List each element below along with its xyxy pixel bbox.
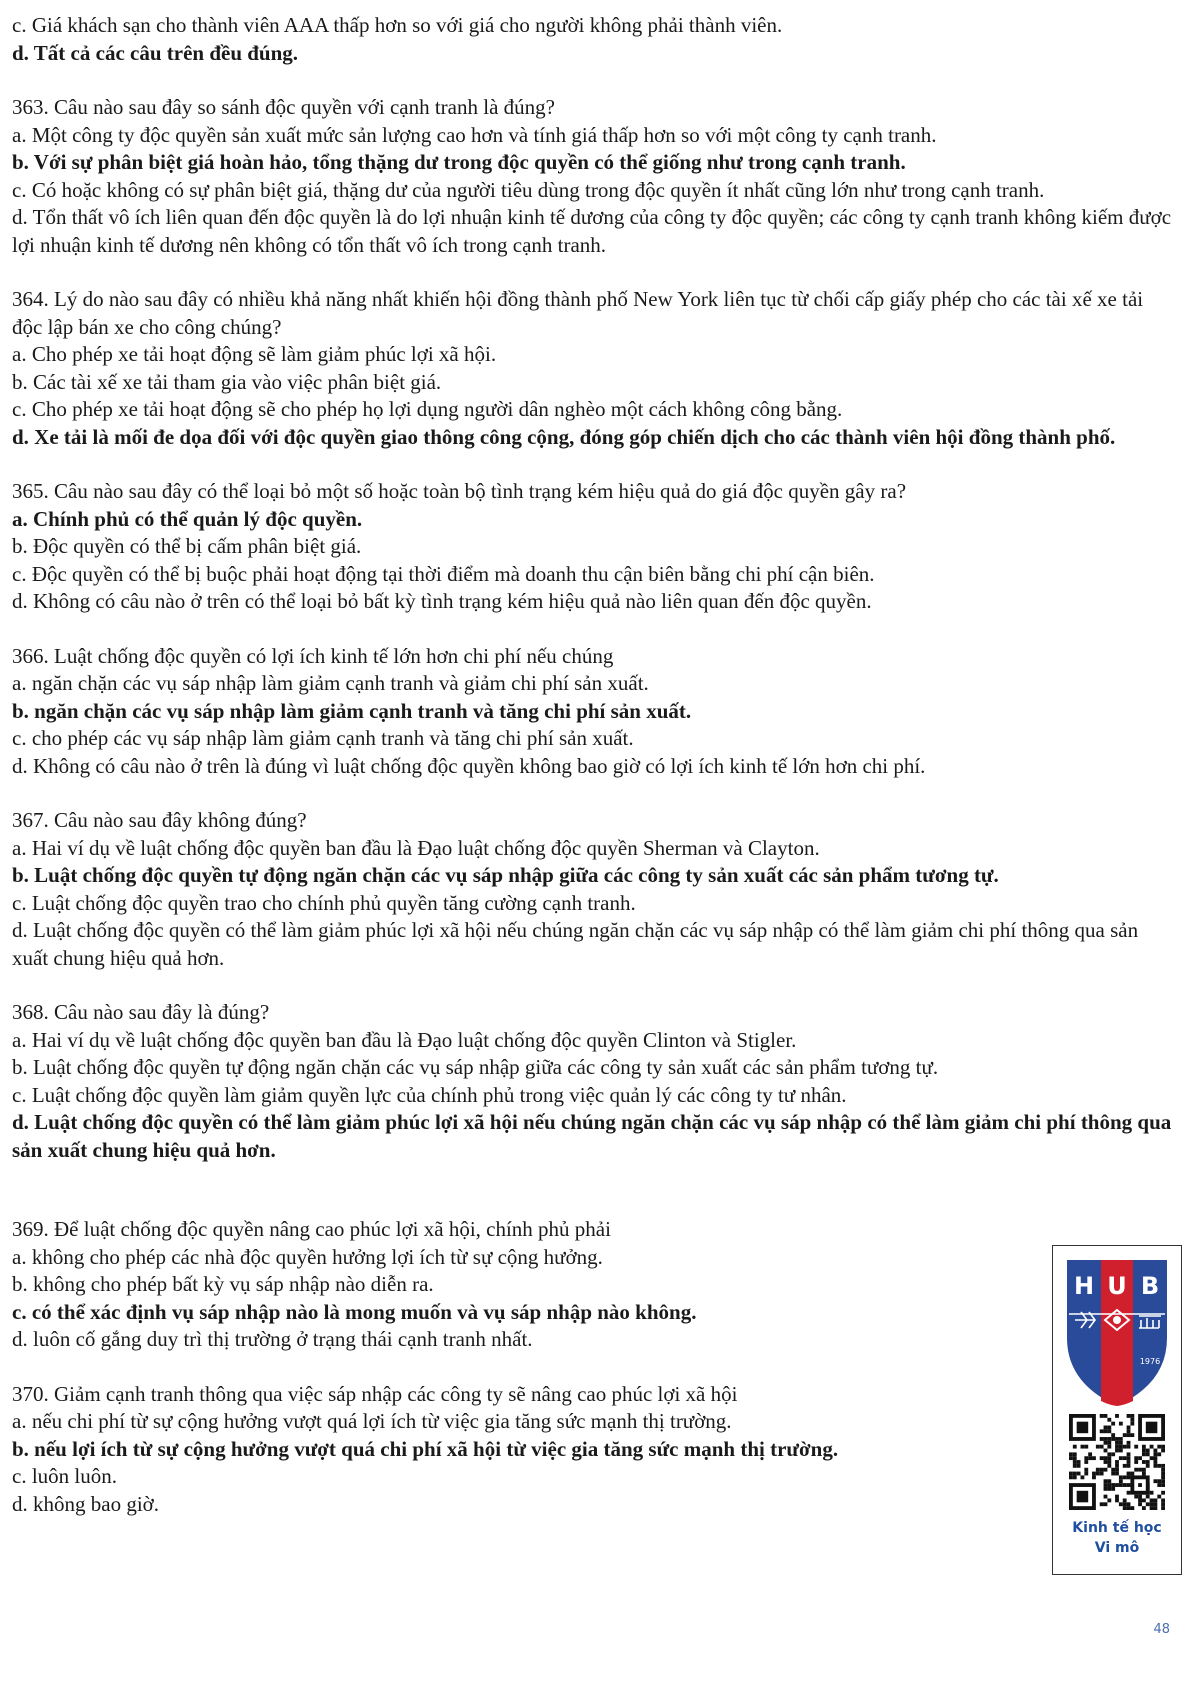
hub-logo-panel: [1052, 1245, 1182, 1575]
option-c: c. Giá khách sạn cho thành viên AAA thấp hơn so với giá cho người không phải thành viên.: [12, 13, 783, 37]
option-a: a. ngăn chặn các vụ sáp nhập làm giảm cạnh tranh và giảm chi phí sản xuất.: [12, 671, 649, 695]
option-d: d. Luật chống độc quyền có thể làm giảm phúc lợi xã hội nếu chúng ngăn chặn các vụ sáp nhập có thể làm giảm chi phí thông qua sản xuất chung hiệu quả hơn.: [12, 918, 1139, 970]
question-text: 365. Câu nào sau đây có thể loại bỏ một số hoặc toàn bộ tình trạng kém hiệu quả do giá độc quyền gây ra?: [12, 479, 907, 503]
option-c: c. Cho phép xe tải hoạt động sẽ cho phép họ lợi dụng người dân nghèo một cách không công bằng.: [12, 397, 843, 421]
question-text: 368. Câu nào sau đây là đúng?: [12, 1000, 270, 1024]
option-c: c. Độc quyền có thể bị buộc phải hoạt động tại thời điểm mà doanh thu cận biên bằng chi phí cận biên.: [12, 561, 875, 586]
option-a: a. không cho phép các nhà độc quyền hưởng lợi ích từ sự cộng hưởng.: [12, 1244, 603, 1269]
option-c: c. Có hoặc không có sự phân biệt giá, thặng dư của người tiêu dùng trong độc quyền ít nhất cũng lớn như trong cạnh tranh.: [12, 177, 1045, 202]
question-366: [12, 643, 1172, 781]
option-b-answer: b. ngăn chặn các vụ sáp nhập làm giảm cạnh tranh và tăng chi phí sản xuất.: [12, 698, 692, 723]
logo-year: 1976: [1139, 1357, 1161, 1366]
document-body: [12, 12, 1172, 1518]
option-c: c. cho phép các vụ sáp nhập làm giảm cạnh tranh và tăng chi phí sản xuất.: [12, 726, 634, 750]
question-367: [12, 807, 1172, 972]
option-d-answer: d. Xe tải là mối đe dọa đối với độc quyền giao thông công cộng, đóng góp chiến dịch cho các thành viên hội đồng thành phố.: [12, 424, 1116, 449]
question-text: 367. Câu nào sau đây không đúng?: [12, 808, 307, 832]
option-c: c. Luật chống độc quyền trao cho chính phủ quyền tăng cường cạnh tranh.: [12, 890, 636, 915]
question-363: [12, 94, 1172, 259]
question-368: [12, 999, 1172, 1164]
option-b: b. không cho phép bất kỳ vụ sáp nhập nào diễn ra.: [12, 1272, 434, 1296]
option-b: b. Độc quyền có thể bị cấm phân biệt giá.: [12, 534, 362, 558]
question-text: 366. Luật chống độc quyền có lợi ích kinh tế lớn hơn chi phí nếu chúng: [12, 643, 614, 668]
qr-code-icon: [1069, 1414, 1165, 1510]
logo-letter: U: [1107, 1272, 1127, 1300]
question-text: 369. Để luật chống độc quyền nâng cao phúc lợi xã hội, chính phủ phải: [12, 1217, 611, 1241]
question-text: 363. Câu nào sau đây so sánh độc quyền với cạnh tranh là đúng?: [12, 95, 555, 119]
option-d-answer: d. Luật chống độc quyền có thể làm giảm phúc lợi xã hội nếu chúng ngăn chặn các vụ sáp nhập có thể làm giảm chi phí thông qua sản xuất chung hiệu quả hơn.: [12, 1110, 1172, 1162]
option-b-answer: b. Với sự phân biệt giá hoàn hảo, tổng thặng dư trong độc quyền có thể giống như trong cạnh tranh.: [12, 150, 906, 174]
option-d: d. Không có câu nào ở trên có thể loại bỏ bất kỳ tình trạng kém hiệu quả nào liên quan đến độc quyền.: [12, 589, 872, 613]
logo-letter: B: [1140, 1272, 1160, 1300]
question-369: [12, 1216, 1042, 1354]
option-a-answer: a. Chính phủ có thể quản lý độc quyền.: [12, 506, 363, 531]
option-a: a. Hai ví dụ về luật chống độc quyền ban đầu là Đạo luật chống độc quyền Sherman và Clayton.: [12, 835, 820, 860]
option-a: a. nếu chi phí từ sự cộng hưởng vượt quá lợi ích từ việc gia tăng sức mạnh thị trường.: [12, 1409, 732, 1433]
option-a: a. Một công ty độc quyền sản xuất mức sản lượng cao hơn và tính giá thấp hơn so với một công ty cạnh tranh.: [12, 122, 937, 147]
option-d: d. Tổn thất vô ích liên quan đến độc quyền là do lợi nhuận kinh tế dương của công ty độc quyền; các công ty cạnh tranh không kiếm được lợi nhuận kinh tế dương nên không có tổn thất vô ích trong cạnh tranh.: [12, 205, 1172, 257]
option-a: a. Hai ví dụ về luật chống độc quyền ban đầu là Đạo luật chống độc quyền Clinton và Stigler.: [12, 1027, 797, 1052]
hub-shield-logo-icon: [1065, 1258, 1169, 1408]
question-text: 370. Giảm cạnh tranh thông qua việc sáp nhập các công ty sẽ nâng cao phúc lợi xã hội: [12, 1381, 738, 1406]
logo-caption-subtitle: Vi mô: [1094, 1540, 1140, 1556]
option-b-answer: b. nếu lợi ích từ sự cộng hưởng vượt quá chi phí xã hội từ việc gia tăng sức mạnh thị trường.: [12, 1436, 839, 1461]
option-d-answer: d. Tất cả các câu trên đều đúng.: [12, 40, 299, 65]
page-number: 48: [1153, 1622, 1170, 1637]
option-d: d. Không có câu nào ở trên là đúng vì luật chống độc quyền không bao giờ có lợi ích kinh tế lớn hơn chi phí.: [12, 753, 926, 778]
question-370: [12, 1381, 1042, 1519]
option-d: d. luôn cố gắng duy trì thị trường ở trạng thái cạnh tranh nhất.: [12, 1327, 533, 1351]
question-text: 364. Lý do nào sau đây có nhiều khả năng nhất khiến hội đồng thành phố New York liên tục từ chối cấp giấy phép cho các tài xế xe tải độc lập bán xe cho công chúng?: [12, 287, 1144, 339]
option-c-answer: c. có thể xác định vụ sáp nhập nào là mong muốn và vụ sáp nhập nào không.: [12, 1299, 697, 1324]
option-d: d. không bao giờ.: [12, 1491, 160, 1516]
option-b-answer: b. Luật chống độc quyền tự động ngăn chặn các vụ sáp nhập giữa các công ty sản xuất các sản phẩm tương tự.: [12, 863, 999, 887]
option-b: b. Luật chống độc quyền tự động ngăn chặn các vụ sáp nhập giữa các công ty sản xuất các sản phẩm tương tự.: [12, 1055, 939, 1079]
option-c: c. luôn luôn.: [12, 1464, 117, 1488]
question-365: [12, 478, 1172, 616]
option-c: c. Luật chống độc quyền làm giảm quyền lực của chính phủ trong việc quản lý các công ty tư nhân.: [12, 1082, 847, 1107]
logo-letter: H: [1073, 1272, 1095, 1300]
option-a: a. Cho phép xe tải hoạt động sẽ làm giảm phúc lợi xã hội.: [12, 342, 497, 366]
logo-caption-title: Kinh tế học: [1072, 1520, 1162, 1536]
question-364: [12, 286, 1172, 451]
option-b: b. Các tài xế xe tải tham gia vào việc phân biệt giá.: [12, 369, 442, 394]
